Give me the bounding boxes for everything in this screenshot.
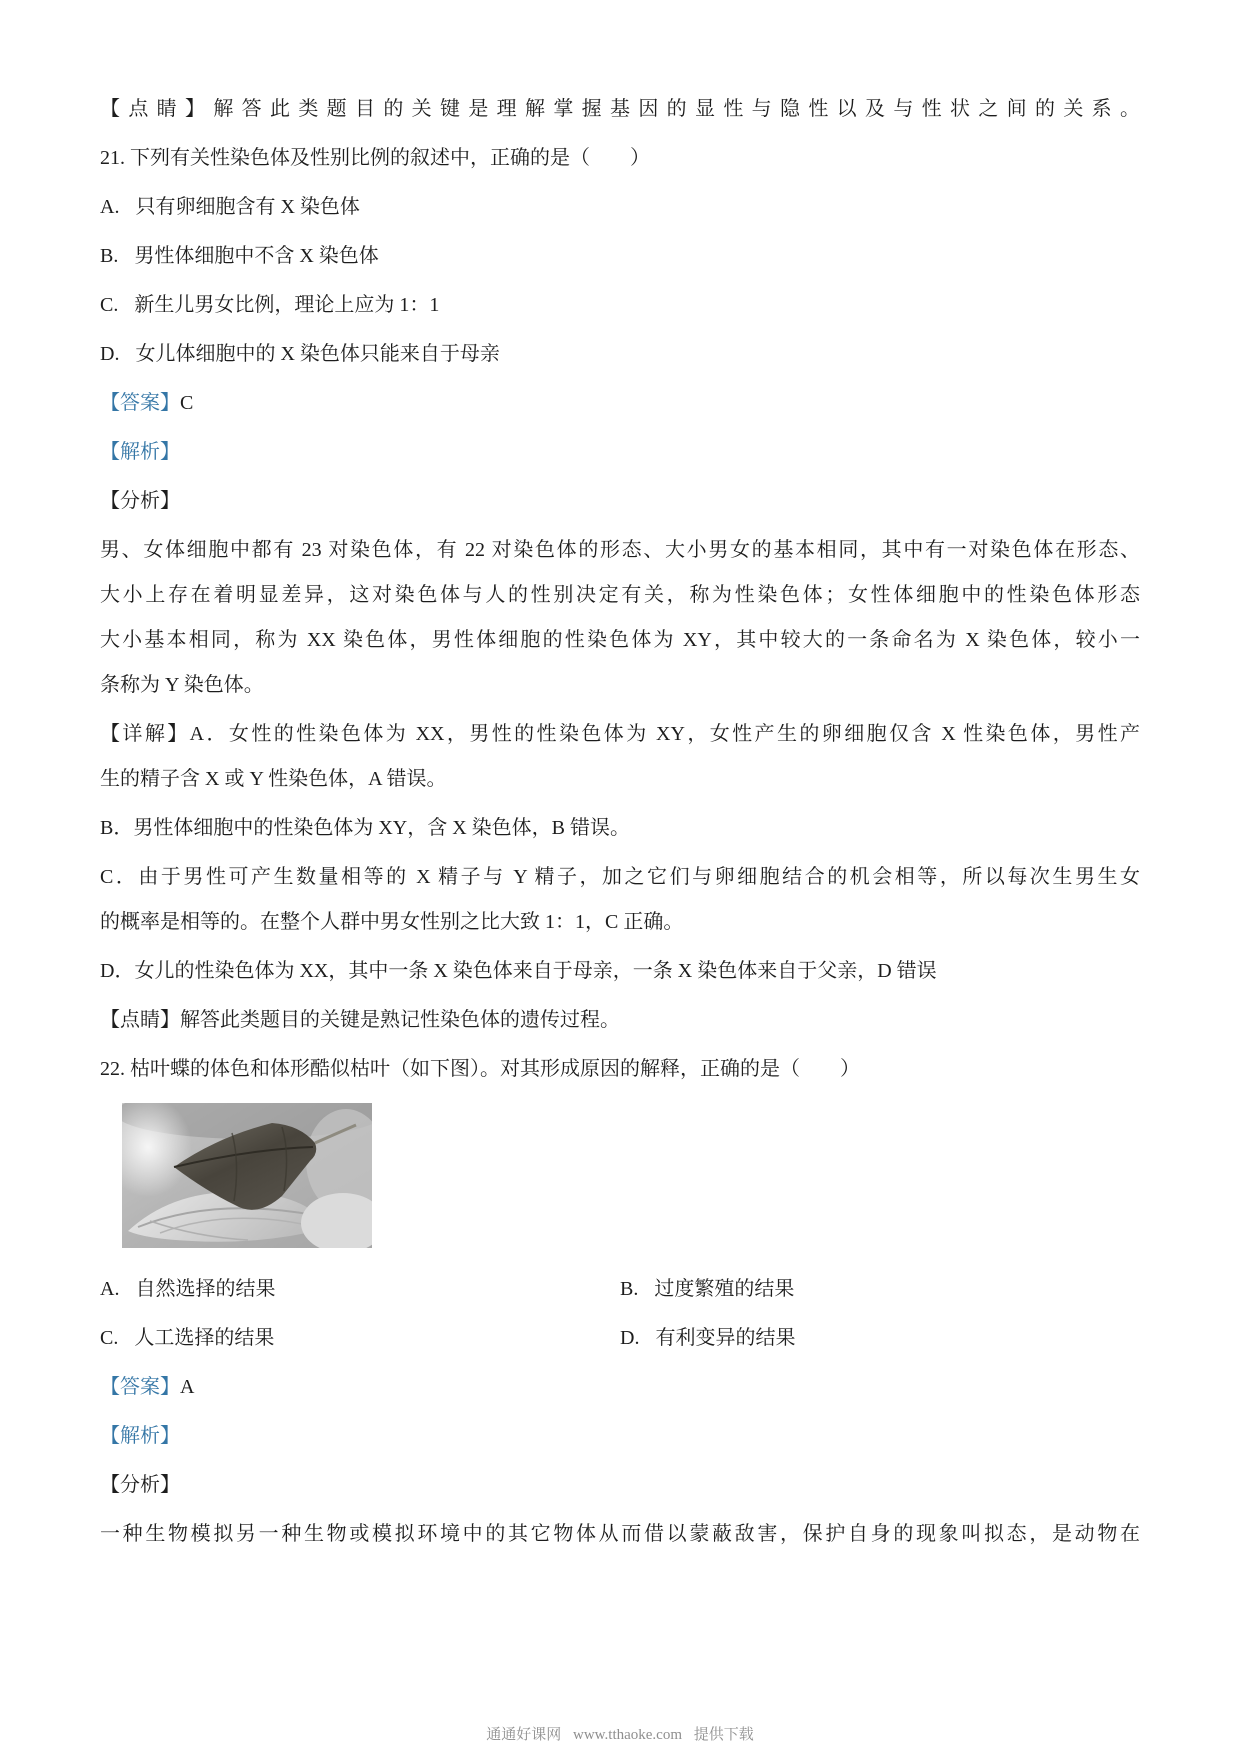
- q22-option-d: [620, 1323, 1140, 1353]
- q21-option-b: [100, 241, 1140, 271]
- q21-detail-line-4: C．由于男性可产生数量相等的 X 精子与 Y 精子，加之它们与卵细胞结合的机会相等，所以每次生男生女: [100, 866, 1140, 888]
- q21-analysis-line-1: 男、女体细胞中都有 23 对染色体，有 22 对染色体的形态、大小男女的基本相同，其中有一对染色体在形态、: [100, 539, 1140, 561]
- q22-jiexi-label: 【解析】: [100, 1425, 180, 1447]
- q21-analysis-line-4: 条称为 Y 染色体。: [100, 674, 264, 696]
- q21-analysis-line-2: 大小上存在着明显差异，这对染色体与人的性别决定有关，称为性染色体；女性体细胞中的性染色体形态: [100, 584, 1140, 606]
- q22-title: 22. 枯叶蝶的体色和体形酷似枯叶（如下图）。对其形成原因的解释，正确的是（ ）: [100, 1058, 860, 1080]
- q22-option-b-text: 过度繁殖的结果: [654, 1278, 795, 1300]
- q22-answer-tag: 【答案】: [100, 1376, 180, 1398]
- q22-answer-line: [100, 1372, 1140, 1402]
- q21-jiexi-label: 【解析】: [100, 441, 180, 463]
- footer-watermark: 通通好课网 www.tthaoke.com 提供下载: [486, 1727, 754, 1743]
- q22-answer-value: A: [180, 1376, 195, 1398]
- q21-detail-line-5: 的概率是相等的。在整个人群中男女性别之比大致 1：1，C 正确。: [100, 911, 684, 933]
- q22-option-a: [100, 1274, 620, 1304]
- q22-option-d-letter: D.: [620, 1327, 640, 1349]
- page-content: [100, 94, 1140, 1568]
- q21-option-d-letter: D.: [100, 343, 120, 365]
- butterfly-photo: [122, 1103, 372, 1248]
- q22-option-c: [100, 1323, 620, 1353]
- q21-analysis-line-3: 大小基本相同，称为 XX 染色体，男性体细胞的性染色体为 XY，其中较大的一条命名为 X 染色体，较小一: [100, 629, 1140, 651]
- q22-option-a-text: 自然选择的结果: [135, 1278, 276, 1300]
- q22-options-row-2: [100, 1323, 1140, 1353]
- q22-option-a-letter: A.: [100, 1278, 120, 1300]
- q22-option-d-text: 有利变异的结果: [655, 1327, 796, 1349]
- q21-answer-tag: 【答案】: [100, 392, 180, 414]
- q22-analysis-line-1: 一种生物模拟另一种生物或模拟环境中的其它物体从而借以蒙蔽敌害，保护自身的现象叫拟态，是动物在: [100, 1523, 1140, 1545]
- q22-option-b: [620, 1274, 1140, 1304]
- q21-option-b-letter: B.: [100, 245, 119, 267]
- q22-options-row-1: [100, 1274, 1140, 1304]
- q21-option-b-text: 男性体细胞中不含 X 染色体: [134, 245, 379, 267]
- q21-detail-line-3: B．男性体细胞中的性染色体为 XY，含 X 染色体，B 错误。: [100, 817, 631, 839]
- q21-fenxi-tag: 【分析】: [100, 490, 180, 512]
- q22-option-b-letter: B.: [620, 1278, 639, 1300]
- q22-option-c-text: 人工选择的结果: [134, 1327, 275, 1349]
- q21-option-d: [100, 339, 1140, 369]
- q21-detail-line-1: 【详解】A．女性的性染色体为 XX，男性的性染色体为 XY，女性产生的卵细胞仅含 X 性染色体，男性产: [100, 723, 1140, 745]
- q21-detail-line-6: D．女儿的性染色体为 XX，其中一条 X 染色体来自于母亲，一条 X 染色体来自于父亲，D 错误: [100, 960, 937, 982]
- q21-answer-line: [100, 388, 1140, 418]
- q22-jiexi-tag: [100, 1421, 1140, 1451]
- q21-option-a-letter: A.: [100, 196, 120, 218]
- q22-fenxi-tag: 【分析】: [100, 1474, 180, 1496]
- q21-detail-line-2: 生的精子含 X 或 Y 性染色体，A 错误。: [100, 768, 447, 790]
- q21-option-a: [100, 192, 1140, 222]
- q21-title: 21. 下列有关性染色体及性别比例的叙述中，正确的是（ ）: [100, 147, 650, 169]
- q22-option-c-letter: C.: [100, 1327, 119, 1349]
- butterfly-photo-svg: [122, 1103, 372, 1248]
- q21-option-c-letter: C.: [100, 294, 119, 316]
- q21-option-c-text: 新生儿男女比例，理论上应为 1：1: [134, 294, 440, 316]
- q21-pointer-note: 【点睛】解答此类题目的关键是熟记性染色体的遗传过程。: [100, 1009, 620, 1031]
- q21-option-c: [100, 290, 1140, 320]
- q21-answer-value: C: [180, 392, 194, 414]
- q21-jiexi-tag: [100, 437, 1140, 467]
- q21-option-a-text: 只有卵细胞含有 X 染色体: [135, 196, 360, 218]
- q20-pointer-note: 【点睛】解答此类题目的关键是理解掌握基因的显性与隐性以及与性状之间的关系。: [100, 98, 1140, 120]
- q21-option-d-text: 女儿体细胞中的 X 染色体只能来自于母亲: [135, 343, 500, 365]
